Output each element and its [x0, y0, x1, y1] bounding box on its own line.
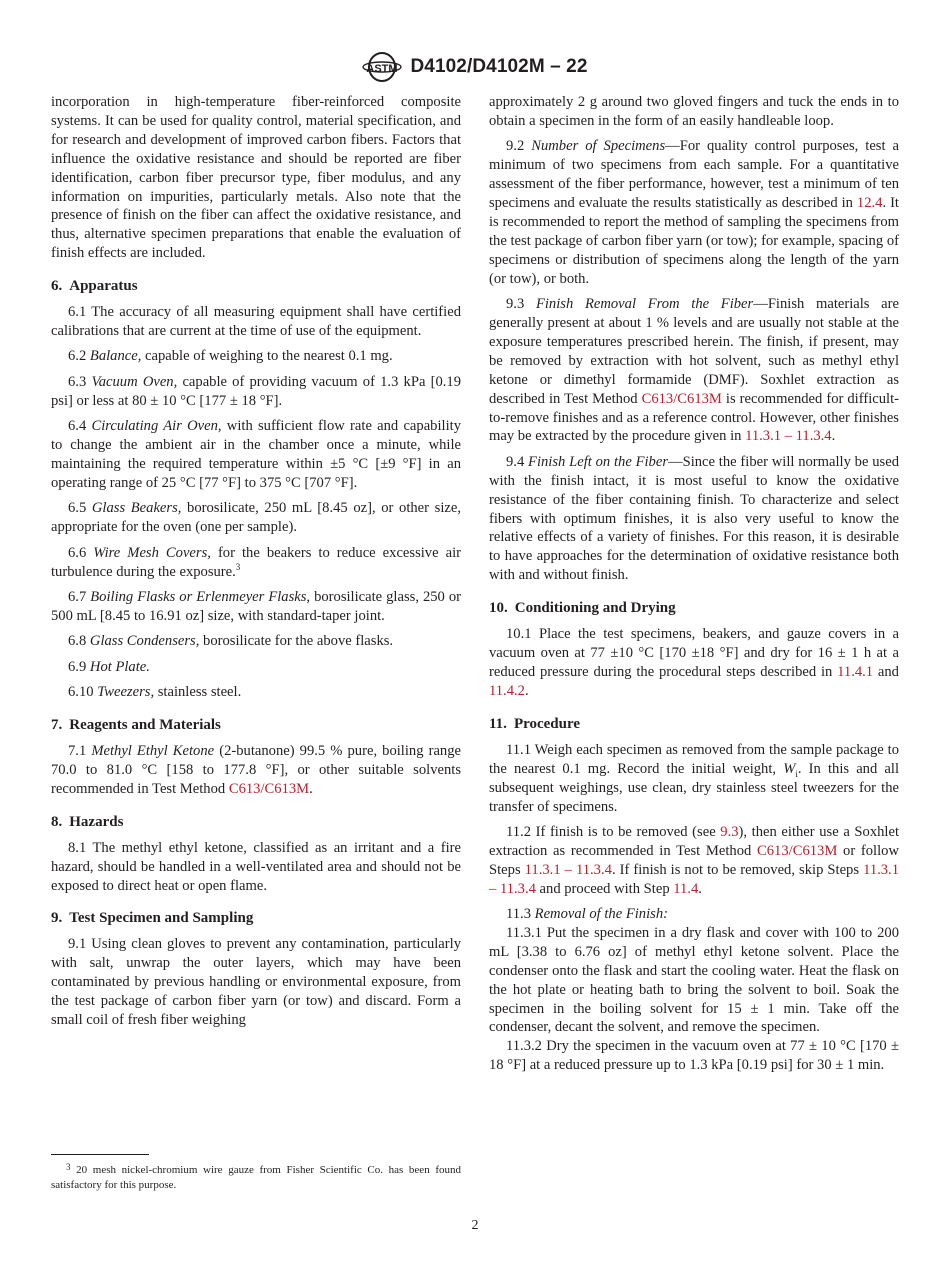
link-11-3-1-to-11-3-4[interactable]: 11.3.1 – 11.3.4	[745, 428, 832, 445]
footnote-divider	[51, 1154, 149, 1155]
paragraph-7-1: 7.1 Methyl Ethyl Ketone (2-butanone) 99.5 % pure, boiling range 70.0 to 81.0 °C [158 to 177.8 °F], or other suitable solvents recommended in Test Method C613/C613M.	[51, 742, 461, 797]
left-column	[51, 93, 461, 1036]
link-c613[interactable]: C613/C613M	[641, 390, 722, 407]
paragraph-9-2: 9.2 Number of Specimens—For quality control purposes, test a minimum of two specimens from each sample. For a quantitative assessment of the fiber performance, however, test a minimum of ten specimens and evaluate the results statistically as described in 12.4. It is recommended to report the method of sampling the specimens from the test package of carbon fiber yarn (or tow); for example, spacing of specimens or distribution of specimens along the length of the yarn (or tow), or both.	[489, 138, 899, 287]
paragraph-6-8: 6.8 Glass Condensers, borosilicate for the above flasks.	[68, 633, 394, 650]
section-heading-7: 7. Reagents and Materials	[51, 716, 221, 733]
section-heading-8: 8. Hazards	[51, 813, 124, 830]
paragraph-11-3-1: 11.3.1 Put the specimen in a dry flask and cover with 100 to 200 mL [3.38 to 6.76 oz] of methyl ethyl ketone solvent. Place the condenser onto the flask and start the cooling water. Heat the flask on the hot plate or heating bath to bring the solvent to boil. Soak the specimen in the boiling solvent for 15 ± 1 min. Take off the condenser, decant the solvent, and remove the specimen.	[489, 924, 899, 1036]
page-header	[0, 50, 950, 84]
paragraph-6-4: 6.4 Circulating Air Oven, with sufficient flow rate and capability to change the ambient air in the chamber once a minute, while maintaining the required temperature within ±5 °C [±9 °F] in an operating range of 25 °C [77 °F] to 375 °C [707 °F].	[51, 418, 461, 491]
link-11-3-1-to-11-3-4[interactable]: 11.3.1 – 11.3.4	[524, 861, 612, 878]
link-11-4-2[interactable]: 11.4.2	[489, 682, 525, 699]
paragraph-9-3: 9.3 Finish Removal From the Fiber—Finish materials are generally present at about 1 % levels and are usually not stable at the exposure temperatures prescribed herein. The finish, if present, may be removed by extraction with hot solvent, such as methyl ethyl ketone or dimethyl formamide (DMF). Soxhlet extraction as described in Test Method C613/C613M is recommended for difficult-to-remove finishes and as a reference control. However, other finishes may be extracted by the procedure given in 11.3.1 – 11.3.4.	[489, 296, 899, 445]
paragraph-11-1: 11.1 Weigh each specimen as removed from the sample package to the nearest 0.1 mg. Record the initial weight, $W_i$. In this and all subsequent weighings, use clean, dry stainless steel tweezers for the transfer of specimens.	[489, 741, 899, 815]
link-11-4-1[interactable]: 11.4.1	[837, 663, 874, 680]
paragraph-9-1: 9.1 Using clean gloves to prevent any contamination, particularly with salt, unwrap the outer layers, which may have been contaminated by previous handling or environmental exposure, from the test package of carbon fiber yarn (or tow) and discard. Form a small coil of fresh fiber weighing	[51, 936, 461, 1029]
section-heading-9: 9. Test Specimen and Sampling	[51, 910, 254, 927]
paragraph-6-2: 6.2 Balance, capable of weighing to the nearest 0.1 mg.	[68, 348, 393, 365]
footnote-ref[interactable]: 3	[235, 561, 241, 572]
paragraph-9-1-continued: approximately 2 g around two gloved fingers and tuck the ends in to obtain a specimen in the form of an easily handleable loop.	[489, 94, 899, 129]
intro-paragraph: incorporation in high-temperature fiber-reinforced composite systems. It can be used for quality control, material specification, and for research and development of improved carbon fibers. Factors that influence the oxidative resistance and should be reported are fiber identification, carbon fiber precursor type, fiber modulus, and any information on impurities, particularly metals. Also note that the presence of finish on the fiber can affect the oxidative resistance, and thus, alternative specimen preparations that enable the evaluation of finish effects are included.	[51, 94, 461, 262]
paragraph-6-9: 6.9 Hot Plate.	[68, 658, 150, 675]
paragraph-6-3: 6.3 Vacuum Oven, capable of providing vacuum of 1.3 kPa [0.19 psi] or less at 80 ± 10 °C [177 ± 18 °F].	[51, 373, 462, 409]
paragraph-6-10: 6.10 Tweezers, stainless steel.	[68, 684, 242, 701]
right-column	[489, 93, 899, 1075]
link-9-3[interactable]: 9.3	[720, 823, 739, 840]
section-heading-11: 11. Procedure	[489, 715, 581, 732]
document-id: D4102/D4102M – 22	[410, 56, 588, 77]
paragraph-6-5: 6.5 Glass Beakers, borosilicate, 250 mL [8.45 oz], or other size, appropriate for the oven (one per sample).	[51, 500, 461, 536]
link-11-3-1-to-11-3-4[interactable]: 11.3.1 – 11.3.4	[489, 861, 900, 897]
footnote-3: $^3$ 20 mesh nickel-chromium wire gauze from Fisher Scientific Co. has been found satisfactory for this purpose.	[51, 1162, 461, 1191]
paragraph-8-1: 8.1 The methyl ethyl ketone, classified as an irritant and a fire hazard, should be handled in a well-ventilated area and should not be exposed to direct heat or open flame.	[51, 839, 461, 894]
section-heading-10: 10. Conditioning and Drying	[489, 600, 676, 617]
paragraph-11-3: 11.3 Removal of the Finish:	[506, 906, 668, 923]
link-11-4[interactable]: 11.4	[673, 880, 699, 897]
paragraph-9-4: 9.4 Finish Left on the Fiber—Since the fiber will normally be used with the finish intact, it is most useful to know the oxidative resistance of the fiber containing finish. To characterize and select fibers with optimum finishes, it is also very useful to know the relative effects of a variety of finishes. For this reason, it is desirable to have approaches for the determination of oxidative resistance both with and without finish.	[489, 453, 899, 584]
astm-logo-icon	[362, 51, 402, 83]
link-c613[interactable]: C613/C613M	[228, 780, 310, 797]
link-c613[interactable]: C613/C613M	[757, 842, 838, 859]
paragraph-6-6: 6.6 Wire Mesh Covers, for the beakers to reduce excessive air turbulence during the exposure.$^3$	[51, 544, 461, 580]
paragraph-11-3-2: 11.3.2 Dry the specimen in the vacuum oven at 77 ± 10 °C [170 ± 18 °F] at a reduced pressure up to 1.3 kPa [0.19 psi] for 30 ± 1 min.	[489, 1038, 899, 1074]
paragraph-6-7: 6.7 Boiling Flasks or Erlenmeyer Flasks, borosilicate glass, 250 or 500 mL [8.45 to 16.91 oz] size, with standard-taper joint.	[51, 588, 461, 624]
section-heading-6: 6. Apparatus	[51, 278, 138, 295]
paragraph-10-1: 10.1 Place the test specimens, beakers, and gauze covers in a vacuum oven at 77 ±10 °C [170 ±18 °F] and dry for 16 ± 1 h at a reduced pressure during the procedural steps described in 11.4.1 and 11.4.2.	[489, 626, 899, 699]
svg-text:ASTM: ASTM	[366, 63, 399, 75]
page-number: 2	[471, 1218, 479, 1233]
paragraph-11-2: 11.2 If finish is to be removed (see 9.3), then either use a Soxhlet extraction as recommended in Test Method C613/C613M or follow Steps 11.3.1 – 11.3.4. If finish is not to be removed, skip Steps 11.3.1 – 11.3.4 and proceed with Step 11.4.	[489, 823, 900, 897]
link-12-4[interactable]: 12.4	[856, 195, 883, 212]
paragraph-6-1: 6.1 The accuracy of all measuring equipment shall have certified calibrations that are current at the time of use of the equipment.	[51, 304, 461, 340]
